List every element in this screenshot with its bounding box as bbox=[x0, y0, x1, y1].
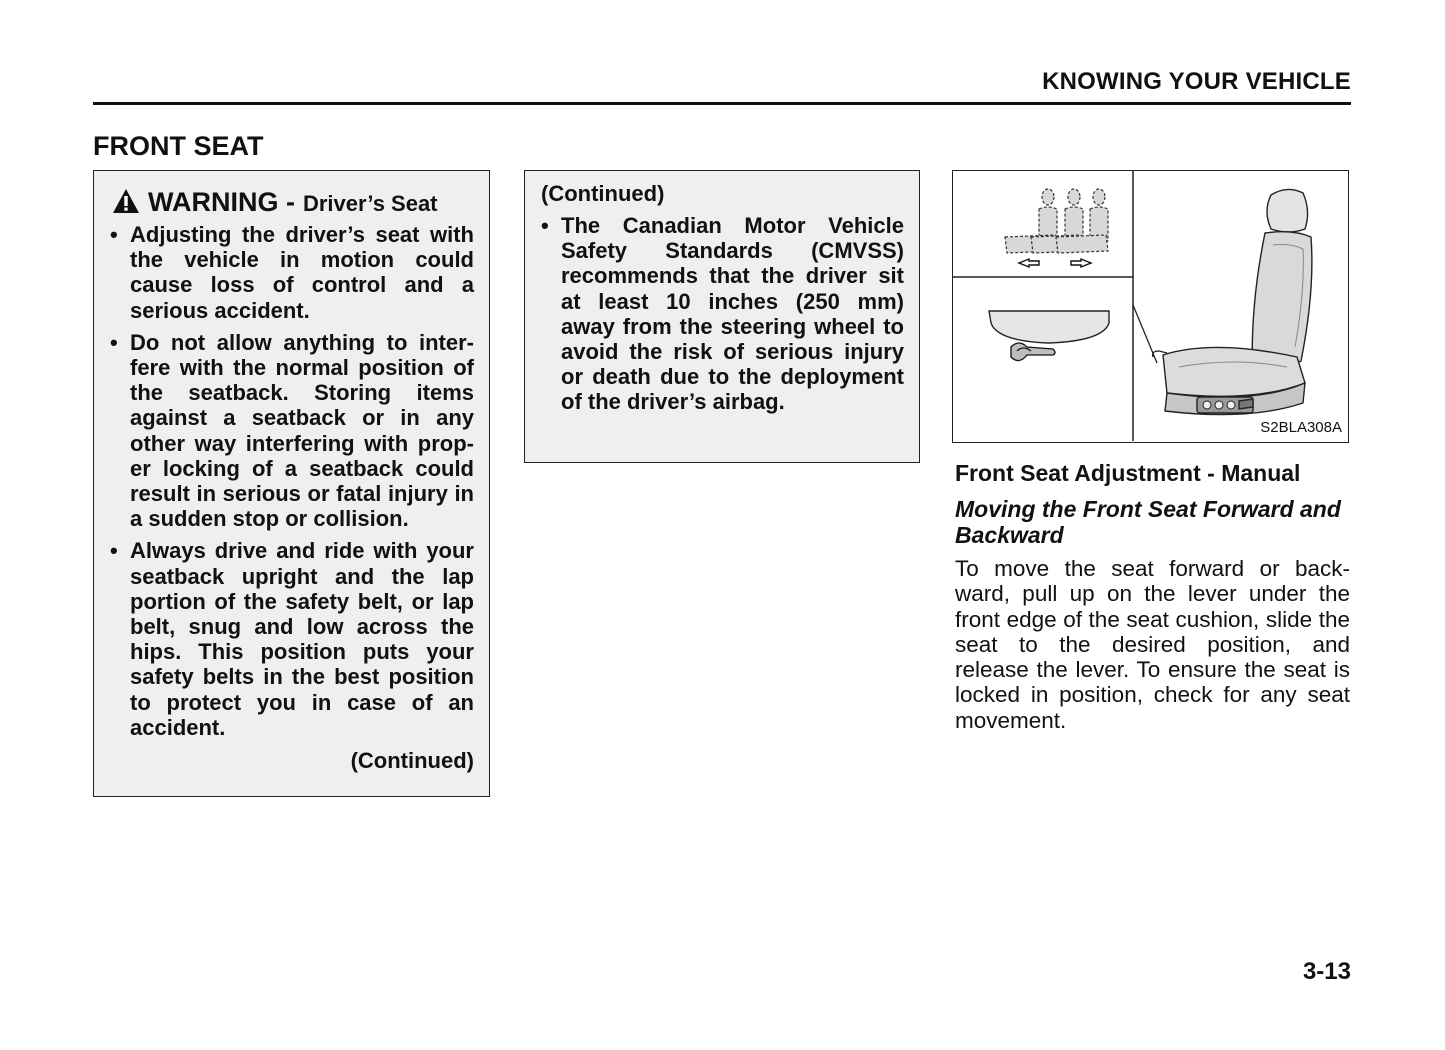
warning-heading bbox=[112, 185, 474, 218]
seat-adjustment-figure bbox=[952, 170, 1349, 443]
section-title: FRONT SEAT bbox=[93, 131, 264, 161]
adjustment-body: To move the seat forward or back-ward, pull up on the lever under the front edge of the seat cushion, slide the seat to the desired position, and release the lever. To ensure the seat is locked in position, check for any seat movement. bbox=[955, 556, 1350, 733]
figure-code: S2BLA308A bbox=[1260, 419, 1342, 436]
warning-bullet-list bbox=[110, 222, 474, 740]
warning-box bbox=[93, 170, 490, 797]
continued-label: (Continued) bbox=[541, 181, 665, 206]
page-number: 3-13 bbox=[1302, 958, 1351, 985]
continued-label: (Continued) bbox=[350, 748, 474, 774]
warning-subtitle: Driver’s Seat bbox=[302, 191, 438, 216]
warning-triangle-icon bbox=[112, 188, 140, 214]
continued-bullet-list bbox=[541, 213, 904, 415]
adjustment-title: Front Seat Adjustment - Manual bbox=[955, 460, 1301, 486]
list-item: • The Canadian Motor Vehicle Safety Standards (CMVSS) recommends that the driver sit at least 10 inches (250 mm) away from the steering wheel to avoid the risk of serious injury or death due to the deployment of the driver’s airbag. bbox=[541, 213, 904, 415]
warning-label: WARNING - bbox=[148, 187, 295, 217]
header-rule bbox=[93, 102, 1351, 105]
list-item: • Adjusting the driver’s seat with the vehicle in motion could cause loss of control and a serious accident. bbox=[110, 222, 474, 323]
running-header: KNOWING YOUR VEHICLE bbox=[1042, 68, 1351, 95]
list-item: • Do not allow anything to inter-fere with the normal position of the seatback. Storing items against a seatback or in any other way interfering with prop-er locking of a seatback could result in serious or fatal injury in a sudden stop or collision. bbox=[110, 329, 474, 532]
seat-adjustment-illustration-icon bbox=[953, 171, 1347, 441]
adjustment-subtitle: Moving the Front Seat Forward and Backward bbox=[955, 496, 1341, 548]
continued-warning-box bbox=[524, 170, 920, 463]
list-item: • Always drive and ride with your seatback upright and the lap portion of the safety belt, or lap belt, snug and low across the hips. This position puts your safety belts in the best position to protect you in case of an accident. bbox=[110, 538, 474, 740]
